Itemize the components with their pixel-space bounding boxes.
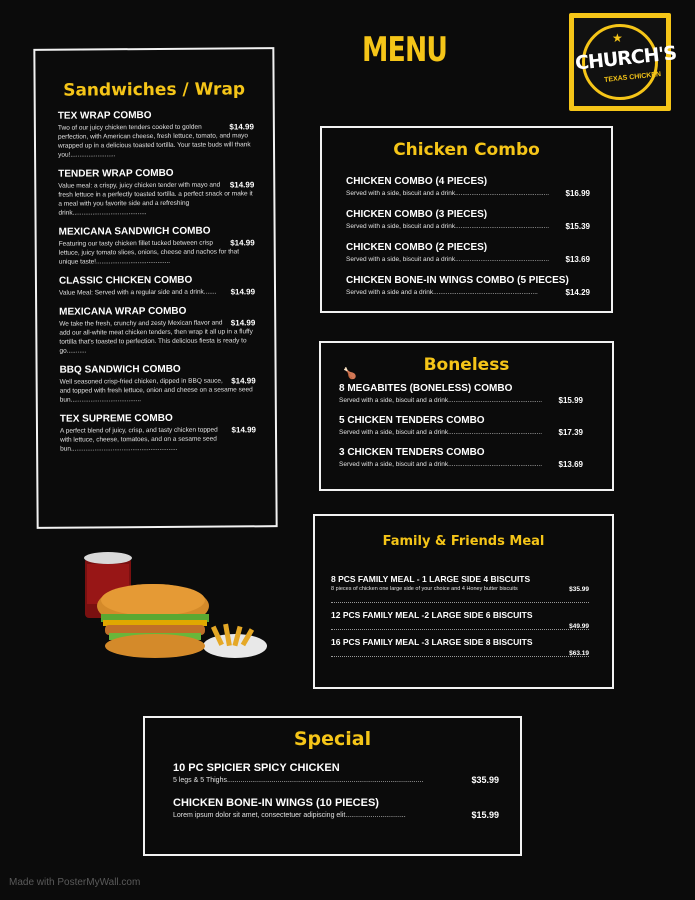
menu-item [58, 109, 254, 159]
special-heading: Special [293, 728, 372, 750]
menu-item [339, 383, 583, 405]
menu-item-price: $35.99 [471, 775, 499, 785]
chicken-combo-panel [320, 126, 613, 313]
menu-item-price: $35.99 [569, 586, 589, 593]
menu-item-price: $13.69 [565, 255, 590, 264]
menu-item-price: $14.99 [229, 180, 255, 190]
menu-item-description: Well seasoned crisp-fried chicken, dipped in BBQ sauce, and topped with fresh lettuce, onion and cheese on a sesame seed bun....................................... [59, 377, 253, 404]
menu-item-description: Served with a side, biscuit and a drink.................................................... [339, 429, 543, 436]
sandwiches-panel [33, 47, 277, 529]
family-meal-panel [313, 514, 614, 689]
menu-item [339, 447, 583, 469]
menu-item-description: 8 pieces of chicken one large side of your choice and 4 Honey butter biscuits [331, 586, 518, 592]
drumstick-icon: 🍗 [343, 368, 357, 380]
chicken-combo-heading: Chicken Combo [393, 140, 540, 160]
menu-item-description: Value meal: a crispy, juicy chicken tender with mayo and fresh lettuce in a perfectly toasted tortilla. a perfect snack or make it a meal with you favorite side and a refreshing drink......................................... [58, 181, 253, 217]
menu-item-description: Lorem ipsum dolor sit amet, consectetuer adipiscing elit............................... [173, 812, 406, 819]
menu-item [59, 225, 255, 266]
menu-item-price: $17.39 [558, 428, 583, 437]
menu-item-description: Served with a side, biscuit and a drink.................................................... [346, 190, 550, 197]
special-panel [143, 716, 522, 856]
menu-item-description: Served with a side, biscuit and a drink.................................................... [339, 461, 543, 468]
menu-title: MENU [362, 30, 448, 70]
menu-item-name: 3 CHICKEN TENDERS COMBO [339, 447, 485, 458]
menu-item [339, 415, 583, 437]
menu-item-name: CHICKEN COMBO (2 PIECES) [346, 242, 488, 253]
menu-item [331, 574, 589, 603]
star-icon: ★ [612, 31, 623, 45]
menu-item-name: 8 PCS FAMILY MEAL - 1 LARGE SIDE 4 BISCUITS [331, 574, 531, 584]
menu-item [346, 176, 590, 198]
watermark: Made with PosterMyWall.com [9, 877, 141, 888]
menu-item-price: $14.29 [565, 288, 590, 297]
menu-item [346, 275, 590, 297]
menu-item-name: CHICKEN COMBO (4 PIECES) [346, 176, 488, 187]
menu-item-description: Featuring our tasty chicken fillet tucked between crisp lettuce, juicy tomato slices, onions, cheese and nachos for that unique taste!......................................... [58, 239, 240, 266]
menu-item-description: 5 legs & 5 Thighs..................................................................................................... [173, 777, 424, 784]
menu-item-price: $49.99 [569, 623, 589, 630]
menu-item-description: Served with a side, biscuit and a drink.................................................... [346, 223, 550, 230]
menu-item [60, 412, 256, 453]
logo-sub: TEXAS CHICKEN [603, 71, 662, 84]
menu-item [60, 363, 256, 404]
menu-item-description: Served with a side, biscuit and a drink.................................................... [339, 397, 543, 404]
family-heading: Family & Friends Meal [382, 534, 545, 549]
menu-item-price: $14.99 [231, 425, 257, 435]
menu-item [58, 167, 254, 217]
menu-item-price: $14.99 [229, 122, 254, 132]
menu-item [173, 762, 499, 785]
menu-item-name: 8 MEGABITES (BONELESS) COMBO [339, 383, 513, 394]
churchs-logo [569, 13, 678, 111]
menu-item-price: $14.99 [230, 318, 256, 328]
dotted-leader [331, 650, 589, 657]
boneless-panel [319, 341, 614, 491]
menu-item-name: TEX WRAP COMBO [57, 110, 152, 122]
boneless-heading: Boneless [423, 355, 510, 375]
menu-item-name: TEX SUPREME COMBO [59, 412, 173, 425]
menu-item [331, 610, 589, 630]
menu-item-price: $15.99 [558, 396, 583, 405]
dotted-leader [331, 596, 589, 603]
menu-item-name: MEXICANA SANDWICH COMBO [58, 225, 211, 238]
menu-item-description: Two of our juicy chicken tenders cooked to golden perfection, with American cheese, fresh lettuce, tomato, and mayo wrapped up in a delicious toasted tortilla. Your taste buds will thank you!......................... [57, 123, 251, 159]
menu-item [331, 637, 589, 657]
menu-item-name: CHICKEN BONE-IN WINGS (10 PIECES) [173, 797, 379, 809]
menu-item-price: $15.39 [565, 222, 590, 231]
menu-item-name: TENDER WRAP COMBO [58, 167, 174, 180]
menu-item [346, 209, 590, 231]
menu-item-name: CHICKEN BONE-IN WINGS COMBO (5 PIECES) [346, 275, 569, 286]
combo-meal-image [75, 548, 270, 688]
menu-item-description: Value Meal: Served with a regular side and a drink....... [59, 288, 217, 297]
menu-item-name: CHICKEN COMBO (3 PIECES) [346, 209, 488, 220]
menu-item-name: 12 PCS FAMILY MEAL -2 LARGE SIDE 6 BISCUITS [331, 610, 533, 620]
logo-brand: CHURCH'S [574, 42, 678, 75]
menu-item [346, 242, 590, 264]
menu-item-name: 16 PCS FAMILY MEAL -3 LARGE SIDE 8 BISCUITS [331, 637, 533, 647]
menu-item-name: 10 PC SPICIER SPICY CHICKEN [173, 762, 340, 774]
menu-item-price: $13.69 [558, 460, 583, 469]
menu-item-price: $16.99 [565, 189, 590, 198]
menu-item-price: $14.99 [230, 238, 255, 248]
menu-item-description: We take the fresh, crunchy and zesty Mexican flavor and add our all-white meat chicken tenders, then wrap it all up in a fluffy tortilla that's toasted to perfection. This delicious fiesta is ready to go........... [59, 319, 253, 355]
menu-item-price: $14.99 [230, 287, 256, 297]
menu-item-price: $63.19 [569, 650, 589, 657]
menu-item [59, 305, 255, 355]
menu-item-name: 5 CHICKEN TENDERS COMBO [339, 415, 485, 426]
menu-item-description: Served with a side, biscuit and a drink.................................................... [346, 256, 550, 263]
menu-item [173, 797, 499, 820]
menu-item-description: A perfect blend of juicy, crisp, and tasty chicken topped with lettuce, cheese, tomatoes, and on a sesame seed bun........................................................... [59, 426, 218, 453]
menu-item [59, 274, 255, 297]
sandwiches-heading: Sandwiches / Wrap [63, 79, 246, 101]
menu-item-name: BBQ SANDWICH COMBO [59, 363, 181, 376]
menu-item-price: $14.99 [231, 376, 256, 386]
dotted-leader [331, 623, 589, 630]
menu-item-description: Served with a side and a drink.......................................................... [346, 289, 538, 296]
menu-item-name: MEXICANA WRAP COMBO [59, 305, 187, 318]
menu-item-price: $15.99 [471, 810, 499, 820]
menu-item-name: CLASSIC CHICKEN COMBO [58, 274, 193, 287]
